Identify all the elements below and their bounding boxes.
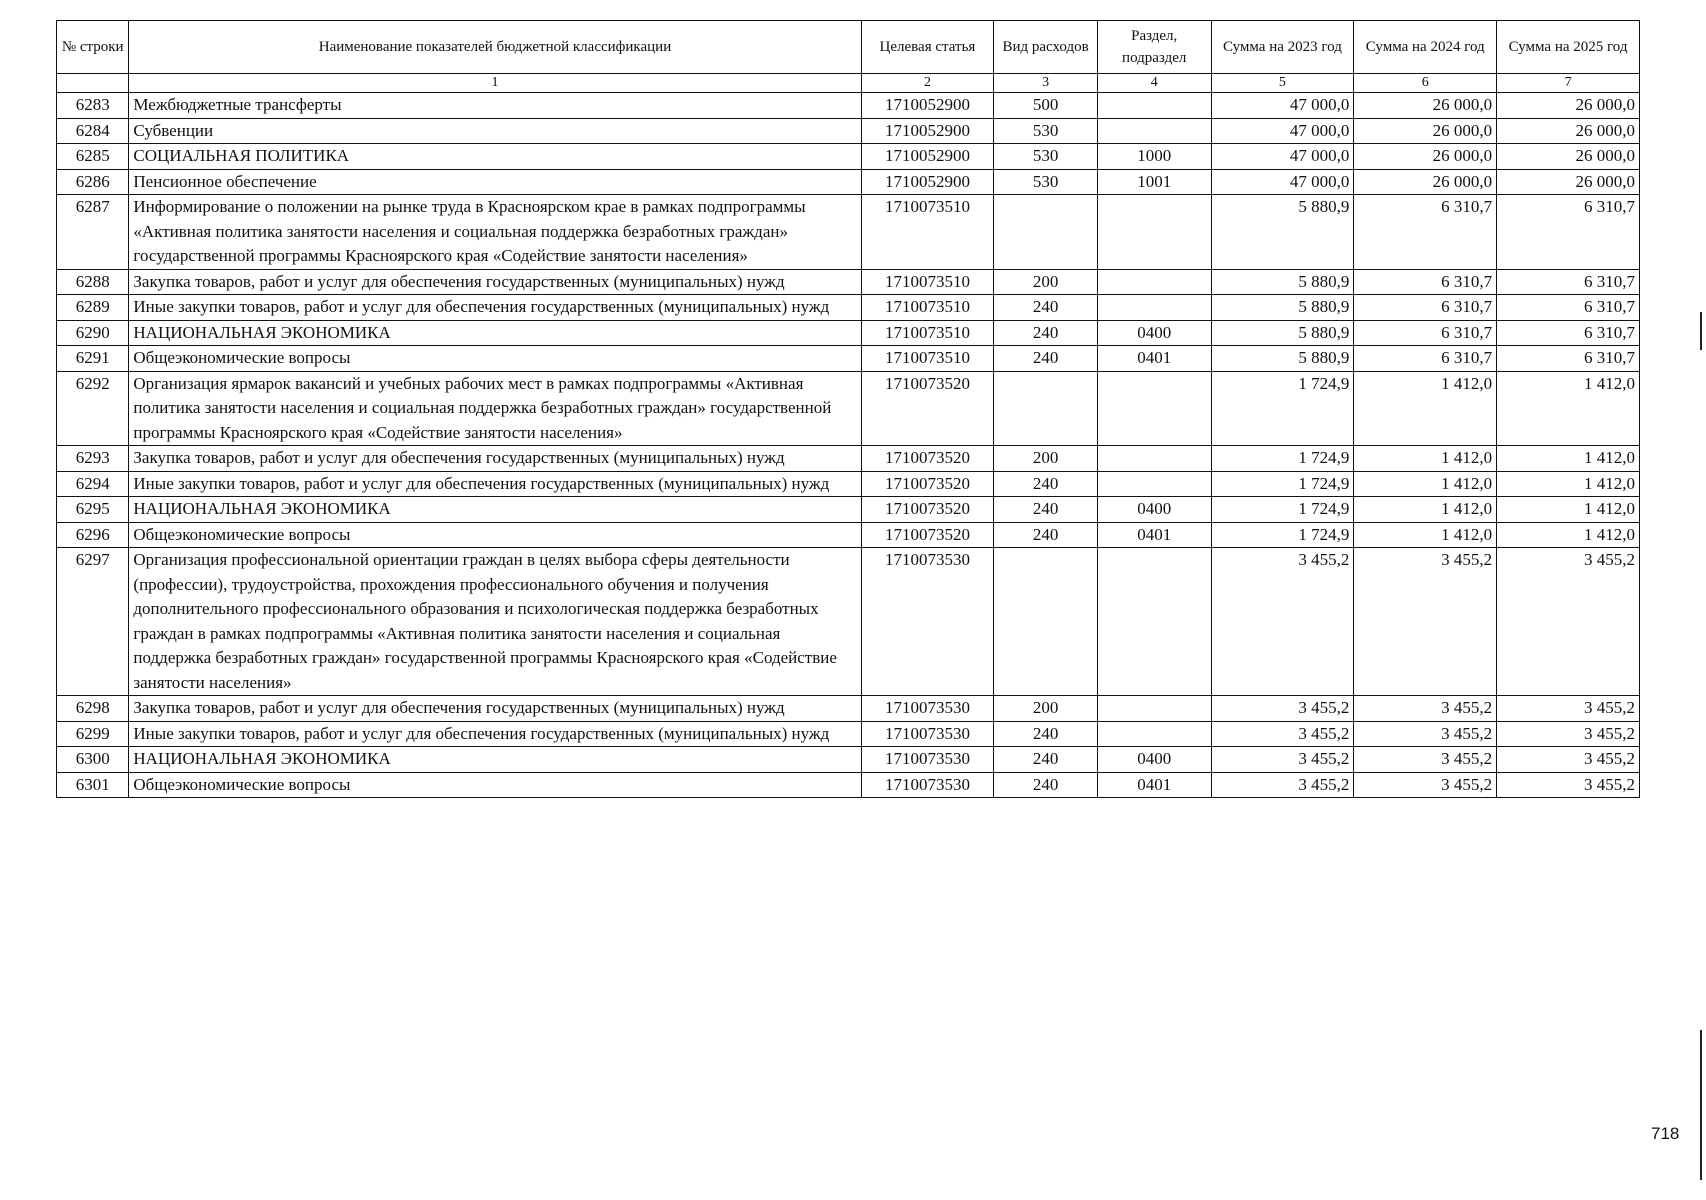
column-number: [57, 74, 129, 93]
indicator-name-cell: Общеэкономические вопросы: [129, 772, 861, 798]
section-code-cell: 0401: [1097, 346, 1211, 372]
section-code-cell: 0400: [1097, 320, 1211, 346]
header-target-item: Целевая статья: [861, 21, 994, 74]
sum-2025-cell: 26 000,0: [1497, 144, 1640, 170]
expense-type-cell: 240: [994, 346, 1098, 372]
expense-type-cell: [994, 195, 1098, 270]
sum-2025-cell: 6 310,7: [1497, 269, 1640, 295]
table-row: [57, 446, 1640, 472]
section-code-cell: [1097, 696, 1211, 722]
indicator-name-cell: Организация профессиональной ориентации граждан в целях выбора сферы деятельности (профессии), трудоустройства, прохождения профессионального обучения и получения дополнительного профессионального образования и психологическая поддержка безработных граждан в рамках подпрограммы «Активная политика занятости населения и социальная поддержка безработных граждан» государственной программы Красноярского края «Содействие занятости населения»: [129, 548, 861, 696]
expense-type-cell: 530: [994, 169, 1098, 195]
target-item-cell: 1710073510: [861, 346, 994, 372]
section-code-cell: [1097, 118, 1211, 144]
row-number-cell: 6288: [57, 269, 129, 295]
sum-2024-cell: 3 455,2: [1354, 721, 1497, 747]
expense-type-cell: [994, 371, 1098, 446]
row-number-cell: 6294: [57, 471, 129, 497]
sum-2025-cell: 3 455,2: [1497, 721, 1640, 747]
row-number-cell: 6284: [57, 118, 129, 144]
expense-type-cell: 240: [994, 497, 1098, 523]
expense-type-cell: 240: [994, 721, 1098, 747]
target-item-cell: 1710073510: [861, 320, 994, 346]
sum-2024-cell: 3 455,2: [1354, 747, 1497, 773]
sum-2024-cell: 1 412,0: [1354, 371, 1497, 446]
sum-2025-cell: 6 310,7: [1497, 346, 1640, 372]
sum-2023-cell: 47 000,0: [1211, 118, 1354, 144]
row-number-cell: 6299: [57, 721, 129, 747]
target-item-cell: 1710052900: [861, 93, 994, 119]
section-code-cell: 0401: [1097, 522, 1211, 548]
sum-2025-cell: 3 455,2: [1497, 747, 1640, 773]
sum-2023-cell: 5 880,9: [1211, 320, 1354, 346]
target-item-cell: 1710073520: [861, 497, 994, 523]
column-number: 5: [1211, 74, 1354, 93]
sum-2023-cell: 47 000,0: [1211, 144, 1354, 170]
row-number-cell: 6291: [57, 346, 129, 372]
column-number-row: [57, 74, 1640, 93]
header-row: [57, 21, 1640, 74]
target-item-cell: 1710073530: [861, 721, 994, 747]
indicator-name-cell: Общеэкономические вопросы: [129, 346, 861, 372]
sum-2024-cell: 3 455,2: [1354, 696, 1497, 722]
sum-2025-cell: 26 000,0: [1497, 118, 1640, 144]
section-code-cell: [1097, 721, 1211, 747]
section-code-cell: 0400: [1097, 497, 1211, 523]
sum-2024-cell: 26 000,0: [1354, 93, 1497, 119]
indicator-name-cell: Закупка товаров, работ и услуг для обеспечения государственных (муниципальных) нужд: [129, 696, 861, 722]
sum-2024-cell: 26 000,0: [1354, 144, 1497, 170]
table-row: [57, 144, 1640, 170]
sum-2024-cell: 6 310,7: [1354, 346, 1497, 372]
section-code-cell: [1097, 446, 1211, 472]
sum-2024-cell: 1 412,0: [1354, 446, 1497, 472]
row-number-cell: 6301: [57, 772, 129, 798]
indicator-name-cell: НАЦИОНАЛЬНАЯ ЭКОНОМИКА: [129, 320, 861, 346]
row-number-cell: 6295: [57, 497, 129, 523]
row-number-cell: 6300: [57, 747, 129, 773]
sum-2023-cell: 3 455,2: [1211, 721, 1354, 747]
header-indicator-name: Наименование показателей бюджетной классификации: [129, 21, 861, 74]
budget-table: [56, 20, 1640, 798]
expense-type-cell: 500: [994, 93, 1098, 119]
sum-2024-cell: 1 412,0: [1354, 471, 1497, 497]
sum-2024-cell: 26 000,0: [1354, 169, 1497, 195]
column-number: 1: [129, 74, 861, 93]
table-row: [57, 118, 1640, 144]
table-row: [57, 93, 1640, 119]
sum-2023-cell: 3 455,2: [1211, 696, 1354, 722]
sum-2024-cell: 1 412,0: [1354, 497, 1497, 523]
indicator-name-cell: Закупка товаров, работ и услуг для обеспечения государственных (муниципальных) нужд: [129, 269, 861, 295]
target-item-cell: 1710052900: [861, 169, 994, 195]
target-item-cell: 1710073520: [861, 522, 994, 548]
sum-2024-cell: 6 310,7: [1354, 195, 1497, 270]
table-row: [57, 346, 1640, 372]
indicator-name-cell: Иные закупки товаров, работ и услуг для обеспечения государственных (муниципальных) нужд: [129, 471, 861, 497]
row-number-cell: 6292: [57, 371, 129, 446]
sum-2023-cell: 5 880,9: [1211, 269, 1354, 295]
sum-2024-cell: 3 455,2: [1354, 548, 1497, 696]
table-row: [57, 195, 1640, 270]
target-item-cell: 1710073530: [861, 696, 994, 722]
sum-2025-cell: 1 412,0: [1497, 497, 1640, 523]
indicator-name-cell: Иные закупки товаров, работ и услуг для обеспечения государственных (муниципальных) нужд: [129, 721, 861, 747]
sum-2025-cell: 3 455,2: [1497, 772, 1640, 798]
table-row: [57, 471, 1640, 497]
sum-2024-cell: 26 000,0: [1354, 118, 1497, 144]
section-code-cell: [1097, 269, 1211, 295]
section-code-cell: [1097, 195, 1211, 270]
expense-type-cell: 200: [994, 269, 1098, 295]
column-number: 7: [1497, 74, 1640, 93]
expense-type-cell: 240: [994, 295, 1098, 321]
sum-2025-cell: 6 310,7: [1497, 295, 1640, 321]
table-row: [57, 747, 1640, 773]
section-code-cell: 0400: [1097, 747, 1211, 773]
row-number-cell: 6293: [57, 446, 129, 472]
sum-2025-cell: 26 000,0: [1497, 93, 1640, 119]
table-row: [57, 522, 1640, 548]
indicator-name-cell: НАЦИОНАЛЬНАЯ ЭКОНОМИКА: [129, 497, 861, 523]
expense-type-cell: 200: [994, 446, 1098, 472]
section-code-cell: 1000: [1097, 144, 1211, 170]
header-sum-2024: Сумма на 2024 год: [1354, 21, 1497, 74]
target-item-cell: 1710073520: [861, 471, 994, 497]
budget-document: [56, 20, 1640, 798]
indicator-name-cell: Организация ярмарок вакансий и учебных рабочих мест в рамках подпрограммы «Активная политика занятости населения и социальная поддержка безработных граждан» государственной программы Красноярского края «Содействие занятости населения»: [129, 371, 861, 446]
sum-2025-cell: 6 310,7: [1497, 320, 1640, 346]
indicator-name-cell: Информирование о положении на рынке труда в Красноярском крае в рамках подпрограммы «Активная политика занятости населения и социальная поддержка безработных граждан» государственной программы Красноярского края «Содействие занятости населения»: [129, 195, 861, 270]
scan-artifact: [1700, 1030, 1702, 1180]
expense-type-cell: 240: [994, 772, 1098, 798]
section-code-cell: [1097, 471, 1211, 497]
table-row: [57, 497, 1640, 523]
section-code-cell: [1097, 548, 1211, 696]
target-item-cell: 1710073520: [861, 446, 994, 472]
sum-2023-cell: 1 724,9: [1211, 446, 1354, 472]
sum-2025-cell: 26 000,0: [1497, 169, 1640, 195]
sum-2025-cell: 1 412,0: [1497, 522, 1640, 548]
table-row: [57, 269, 1640, 295]
sum-2024-cell: 3 455,2: [1354, 772, 1497, 798]
sum-2025-cell: 3 455,2: [1497, 548, 1640, 696]
row-number-cell: 6297: [57, 548, 129, 696]
sum-2025-cell: 1 412,0: [1497, 371, 1640, 446]
expense-type-cell: 240: [994, 320, 1098, 346]
sum-2023-cell: 3 455,2: [1211, 772, 1354, 798]
table-row: [57, 548, 1640, 696]
sum-2023-cell: 47 000,0: [1211, 169, 1354, 195]
sum-2023-cell: 47 000,0: [1211, 93, 1354, 119]
sum-2024-cell: 1 412,0: [1354, 522, 1497, 548]
row-number-cell: 6296: [57, 522, 129, 548]
section-code-cell: 1001: [1097, 169, 1211, 195]
target-item-cell: 1710073530: [861, 772, 994, 798]
target-item-cell: 1710073510: [861, 195, 994, 270]
table-body: [57, 93, 1640, 798]
indicator-name-cell: Межбюджетные трансферты: [129, 93, 861, 119]
sum-2023-cell: 1 724,9: [1211, 497, 1354, 523]
header-expense-type: Вид расходов: [994, 21, 1098, 74]
expense-type-cell: [994, 548, 1098, 696]
sum-2023-cell: 5 880,9: [1211, 295, 1354, 321]
sum-2024-cell: 6 310,7: [1354, 320, 1497, 346]
sum-2023-cell: 5 880,9: [1211, 195, 1354, 270]
expense-type-cell: 530: [994, 118, 1098, 144]
sum-2025-cell: 1 412,0: [1497, 446, 1640, 472]
sum-2025-cell: 3 455,2: [1497, 696, 1640, 722]
sum-2023-cell: 1 724,9: [1211, 371, 1354, 446]
row-number-cell: 6298: [57, 696, 129, 722]
indicator-name-cell: НАЦИОНАЛЬНАЯ ЭКОНОМИКА: [129, 747, 861, 773]
header-sum-2023: Сумма на 2023 год: [1211, 21, 1354, 74]
sum-2023-cell: 1 724,9: [1211, 522, 1354, 548]
sum-2023-cell: 3 455,2: [1211, 548, 1354, 696]
target-item-cell: 1710073520: [861, 371, 994, 446]
indicator-name-cell: Общеэкономические вопросы: [129, 522, 861, 548]
indicator-name-cell: Субвенции: [129, 118, 861, 144]
section-code-cell: [1097, 371, 1211, 446]
column-number: 3: [994, 74, 1098, 93]
table-row: [57, 295, 1640, 321]
sum-2024-cell: 6 310,7: [1354, 269, 1497, 295]
sum-2023-cell: 1 724,9: [1211, 471, 1354, 497]
indicator-name-cell: Иные закупки товаров, работ и услуг для обеспечения государственных (муниципальных) нужд: [129, 295, 861, 321]
indicator-name-cell: СОЦИАЛЬНАЯ ПОЛИТИКА: [129, 144, 861, 170]
row-number-cell: 6285: [57, 144, 129, 170]
sum-2025-cell: 1 412,0: [1497, 471, 1640, 497]
header-sum-2025: Сумма на 2025 год: [1497, 21, 1640, 74]
expense-type-cell: 200: [994, 696, 1098, 722]
table-row: [57, 320, 1640, 346]
page-number: 718: [1651, 1124, 1680, 1143]
column-number: 4: [1097, 74, 1211, 93]
row-number-cell: 6289: [57, 295, 129, 321]
table-row: [57, 772, 1640, 798]
sum-2024-cell: 6 310,7: [1354, 295, 1497, 321]
table-row: [57, 371, 1640, 446]
header-section: Раздел, подраздел: [1097, 21, 1211, 74]
target-item-cell: 1710073510: [861, 269, 994, 295]
row-number-cell: 6287: [57, 195, 129, 270]
table-row: [57, 696, 1640, 722]
section-code-cell: [1097, 295, 1211, 321]
expense-type-cell: 530: [994, 144, 1098, 170]
section-code-cell: [1097, 93, 1211, 119]
section-code-cell: 0401: [1097, 772, 1211, 798]
expense-type-cell: 240: [994, 747, 1098, 773]
sum-2023-cell: 5 880,9: [1211, 346, 1354, 372]
table-row: [57, 721, 1640, 747]
header-row-number: № строки: [57, 21, 129, 74]
sum-2025-cell: 6 310,7: [1497, 195, 1640, 270]
row-number-cell: 6286: [57, 169, 129, 195]
indicator-name-cell: Закупка товаров, работ и услуг для обеспечения государственных (муниципальных) нужд: [129, 446, 861, 472]
scan-artifact: [1700, 312, 1702, 350]
sum-2023-cell: 3 455,2: [1211, 747, 1354, 773]
target-item-cell: 1710073530: [861, 747, 994, 773]
expense-type-cell: 240: [994, 522, 1098, 548]
expense-type-cell: 240: [994, 471, 1098, 497]
table-row: [57, 169, 1640, 195]
column-number: 2: [861, 74, 994, 93]
column-number: 6: [1354, 74, 1497, 93]
indicator-name-cell: Пенсионное обеспечение: [129, 169, 861, 195]
row-number-cell: 6283: [57, 93, 129, 119]
target-item-cell: 1710073530: [861, 548, 994, 696]
row-number-cell: 6290: [57, 320, 129, 346]
target-item-cell: 1710052900: [861, 118, 994, 144]
target-item-cell: 1710052900: [861, 144, 994, 170]
target-item-cell: 1710073510: [861, 295, 994, 321]
